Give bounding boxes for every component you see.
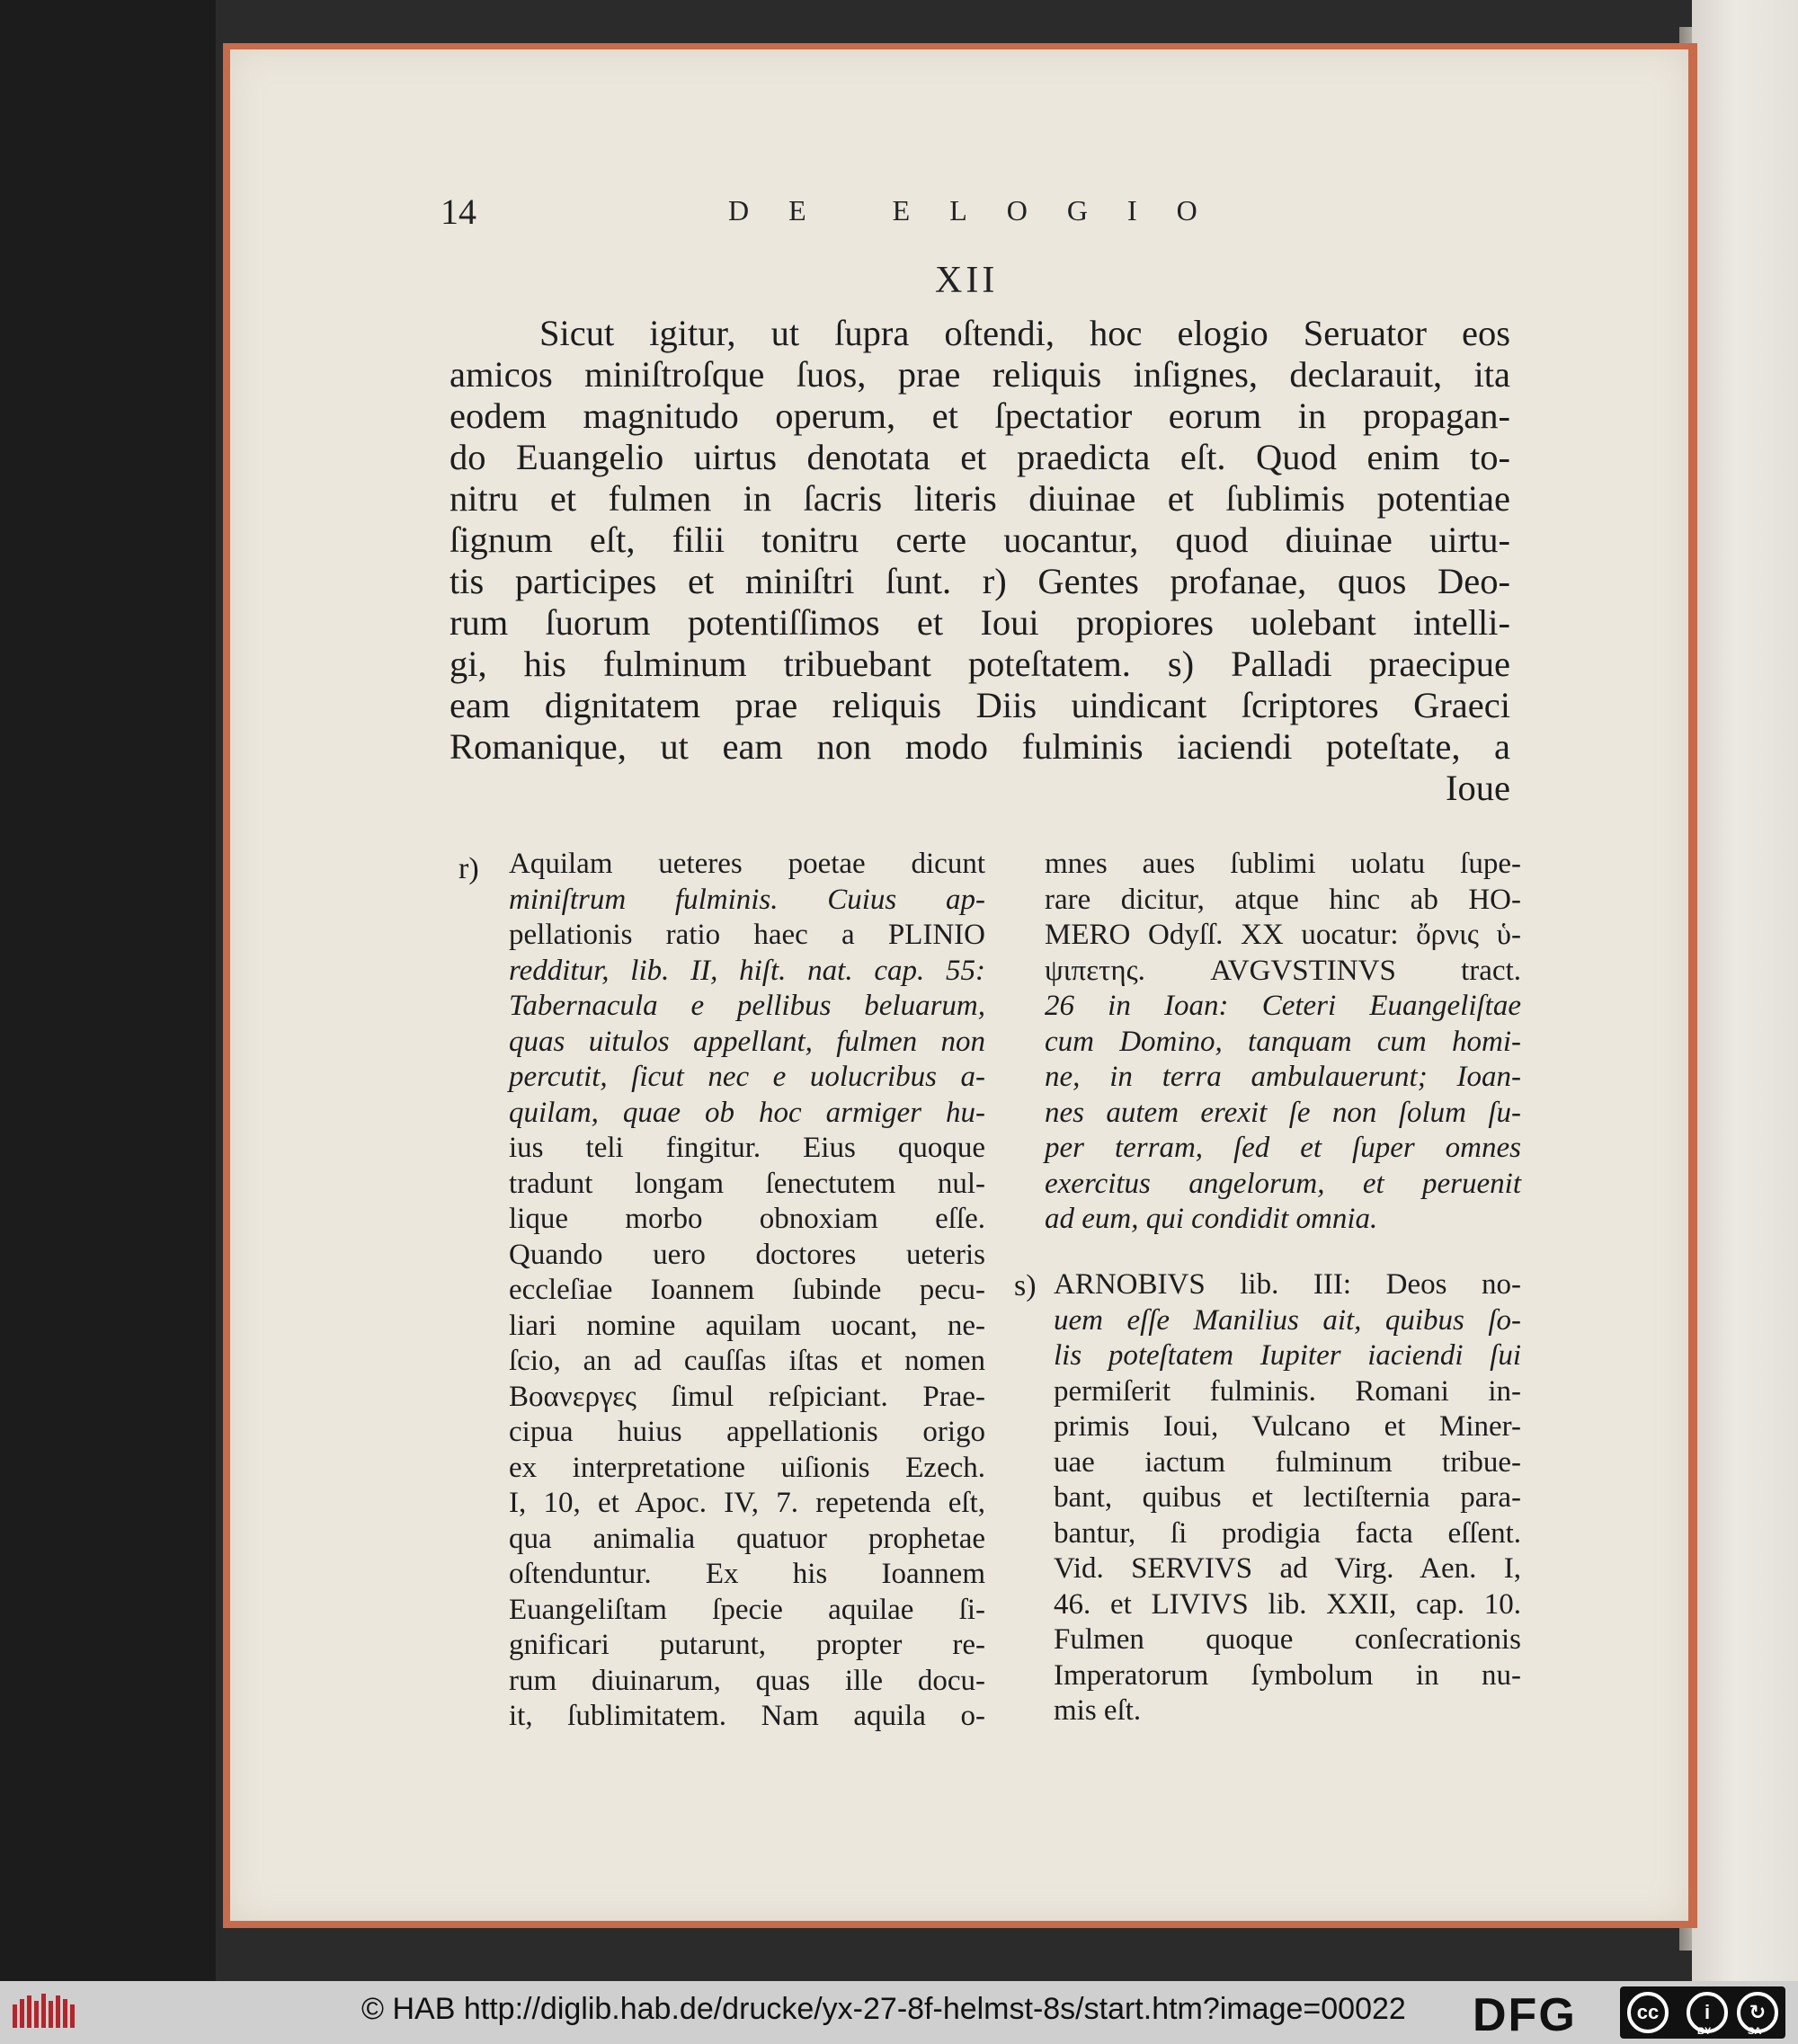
- footnote-line: ne, in terra ambulauerunt; Ioan-: [1045, 1061, 1521, 1093]
- footnote-left-column: [509, 847, 985, 1735]
- footnote-line: bantur, ſi prodigia facta eſſent.: [1054, 1516, 1521, 1550]
- footnote-line: oſtenduntur. Ex his Ioannem: [509, 1558, 985, 1590]
- footnote-line: ARNOBIVS lib. III: Deos no-: [1054, 1268, 1521, 1301]
- footnote-line: 26 in Ioan: Ceteri Euangeliſtae: [1045, 990, 1521, 1022]
- footnote-line: percutit, ſicut nec e uolucribus a-: [509, 1061, 985, 1093]
- footnote-line: exercitus angelorum, et peruenit: [1045, 1167, 1521, 1200]
- footnote-right-column-continued: [1045, 847, 1521, 1238]
- footnote-line: primis Ioui, Vulcano et Miner-: [1054, 1410, 1521, 1443]
- main-text-line: amicos miniſtroſque ſuos, prae reliquis inſignes, declarauit, ita: [450, 354, 1510, 395]
- main-text-line: eam dignitatem prae reliquis Diis uindicant ſcriptores Graeci: [450, 685, 1510, 725]
- footnote-line: ψιπετης. AVGVSTINVS tract.: [1045, 954, 1521, 987]
- sa-icon: ↻: [1737, 1992, 1778, 2033]
- footnote-line: ex interpretatione uiſionis Ezech.: [509, 1451, 985, 1484]
- footnote-line: lis poteſtatem Iupiter iaciendi ſui: [1054, 1339, 1521, 1372]
- sa-label: SA: [1748, 2026, 1762, 2037]
- footnote-line: nes autem erexit ſe non ſolum ſu-: [1045, 1096, 1521, 1129]
- footnote-line: 46. et LIVIVS lib. XXII, cap. 10.: [1054, 1587, 1521, 1621]
- cc-icon: cc: [1627, 1992, 1669, 2033]
- footnote-line: ſcio, an ad cauſſas iſtas et nomen: [509, 1345, 985, 1377]
- catchword: Ioue: [1446, 768, 1510, 808]
- footnote-line: quas uitulos appellant, fulmen non: [509, 1025, 985, 1058]
- footnote-line: Tabernacula e pellibus beluarum,: [509, 990, 985, 1022]
- main-text-line: Sicut igitur, ut ſupra oſtendi, hoc elogio Seruator eos: [539, 313, 1510, 353]
- by-label: BY: [1697, 2026, 1712, 2037]
- scan-left-strip: [0, 0, 216, 1981]
- main-text-line: ſignum eſt, filii tonitru certe uocantur, quod diuinae uirtu-: [450, 520, 1510, 560]
- footnote-line: mis eſt.: [1054, 1694, 1142, 1727]
- footnote-line: gnificari putarunt, propter re-: [509, 1629, 985, 1661]
- main-text-line: gi, his fulminum tribuebant poteſtatem. s) Palladi praecipue: [450, 644, 1510, 684]
- footnote-line: Aquilam ueteres poetae dicunt: [509, 848, 985, 880]
- cc-license-badge[interactable]: [1620, 1986, 1785, 2039]
- footnote-line: quilam, quae ob hoc armiger hu-: [509, 1096, 985, 1129]
- footnote-mark-r: r): [458, 852, 479, 885]
- footnote-line: rare dicitur, atque hinc ab HO-: [1045, 883, 1521, 916]
- footnote-line: Vid. SERVIVS ad Virg. Aen. I,: [1054, 1552, 1521, 1585]
- footnote-line: qua animalia quatuor prophetae: [509, 1522, 985, 1555]
- main-text-line: Romanique, ut eam non modo fulminis iaciendi poteſtate, a: [450, 726, 1510, 767]
- footnote-line: I, 10, et Apoc. IV, 7. repetenda eſt,: [509, 1487, 985, 1519]
- footnote-line: bant, quibus et lectiſternia para-: [1054, 1481, 1521, 1514]
- running-title: DE ELOGIO: [728, 194, 1237, 227]
- footnote-line: permiſerit fulminis. Romani in-: [1054, 1374, 1521, 1408]
- hab-logo-icon: [11, 1992, 76, 2033]
- page-number: 14: [441, 191, 476, 232]
- footnote-line: MERO Odyſſ. XX uocatur: ὄρνις ὑ-: [1045, 919, 1521, 951]
- footnote-line: Euangeliſtam ſpecie aquilae ſi-: [509, 1593, 985, 1626]
- footnote-line: Fulmen quoque conſecrationis: [1054, 1623, 1521, 1656]
- footnote-line: uae iactum fulminum tribue-: [1054, 1445, 1521, 1479]
- footnote-line: ad eum, qui condidit omnia.: [1045, 1203, 1378, 1235]
- footnote-right-column-s: [1054, 1267, 1521, 1729]
- running-head: [441, 191, 1519, 236]
- footnote-line: redditur, lib. II, hiſt. nat. cap. 55:: [509, 954, 985, 987]
- footnote-line: Βοανεργες ſimul reſpiciant. Prae-: [509, 1380, 985, 1413]
- main-text-line: do Euangelio uirtus denotata et praedicta eſt. Quod enim to-: [450, 437, 1510, 477]
- copyright-url-link[interactable]: © HAB http://diglib.hab.de/drucke/yx-27-8f-helmst-8s/start.htm?image=00022: [361, 1992, 1406, 2026]
- viewer-footer: [0, 1981, 1798, 2044]
- footnote-line: lique morbo obnoxiam eſſe.: [509, 1203, 985, 1235]
- footnote-mark-s: s): [1014, 1269, 1037, 1302]
- footnote-line: per terram, ſed et ſuper omnes: [1045, 1132, 1521, 1164]
- main-text-line: rum ſuorum potentiſſimos et Ioui propiores uolebant intelli-: [450, 602, 1510, 643]
- footnote-line: cipua huius appellationis origo: [509, 1416, 985, 1448]
- footnote-line: mnes aues ſublimi uolatu ſupe-: [1045, 848, 1521, 880]
- dfg-logo: DFG: [1473, 1989, 1577, 2041]
- footnote-line: it, ſublimitatem. Nam aquila o-: [509, 1700, 985, 1732]
- footnote-line: rum diuinarum, quas ille docu-: [509, 1664, 985, 1697]
- by-icon: i: [1687, 1992, 1728, 2033]
- facing-page-edge: [1692, 0, 1798, 1981]
- main-text-line: nitru et fulmen in ſacris literis diuinae et ſublimis potentiae: [450, 478, 1510, 519]
- main-text-line: eodem magnitudo operum, et ſpectatior eorum in propagan-: [450, 395, 1510, 436]
- footnote-line: Quando uero doctores ueteris: [509, 1238, 985, 1271]
- footnote-line: liari nomine aquilam uocant, ne-: [509, 1309, 985, 1342]
- footnote-line: tradunt longam ſenectutem nul-: [509, 1167, 985, 1200]
- footnote-line: uem eſſe Manilius ait, quibus ſo-: [1054, 1303, 1521, 1337]
- section-number: XII: [935, 260, 999, 301]
- main-text: [450, 313, 1510, 809]
- footnote-line: eccleſiae Ioannem ſubinde pecu-: [509, 1274, 985, 1306]
- footnote-line: pellationis ratio haec a PLINIO: [509, 919, 985, 951]
- main-text-line: tis participes et miniſtri ſunt. r) Gentes profanae, quos Deo-: [450, 561, 1510, 601]
- footnote-line: Imperatorum ſymbolum in nu-: [1054, 1658, 1521, 1692]
- footnote-line: ius teli fingitur. Eius quoque: [509, 1132, 985, 1164]
- footnote-line: miniſtrum fulminis. Cuius ap-: [509, 883, 985, 916]
- footnote-line: cum Domino, tanquam cum homi-: [1045, 1025, 1521, 1058]
